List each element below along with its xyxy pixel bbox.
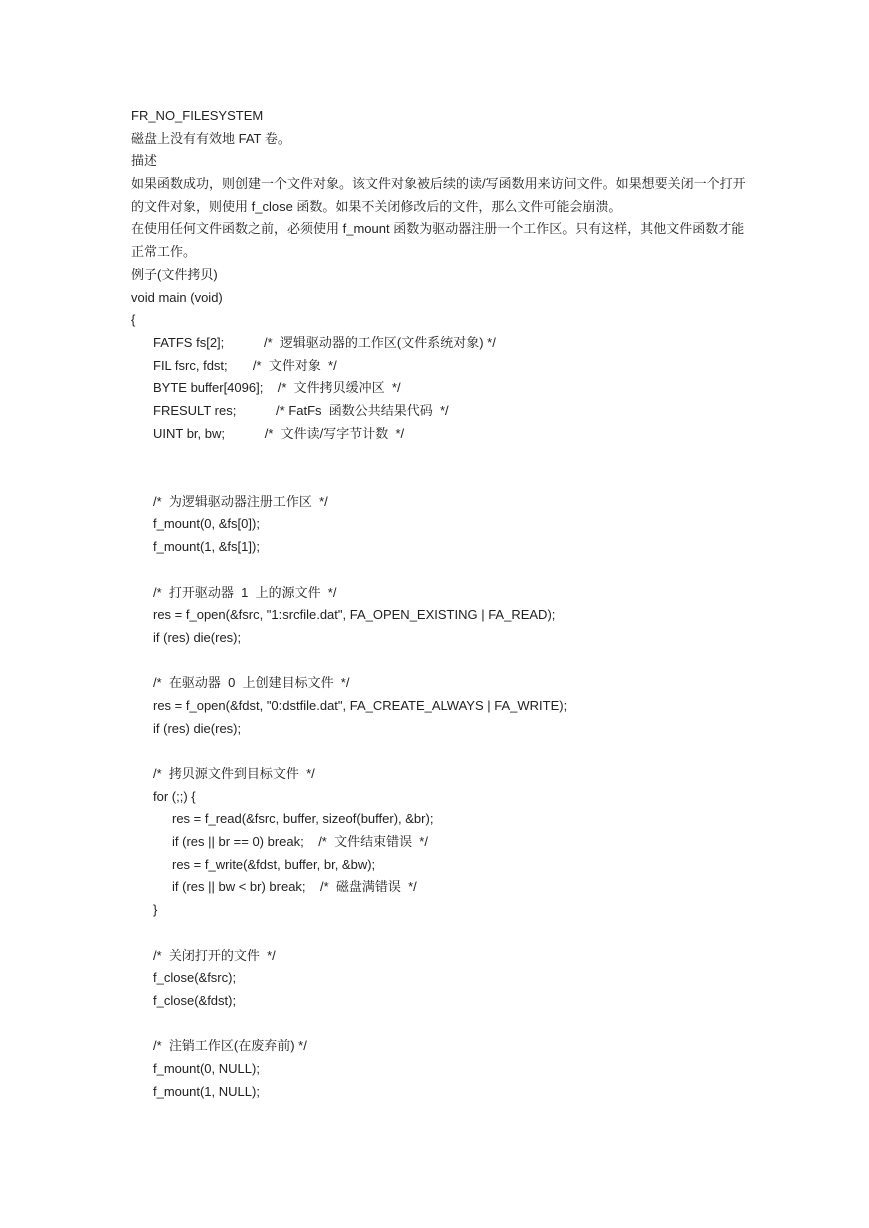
code-line: {	[131, 312, 136, 328]
code-line: if (res || br == 0) break; /* 文件结束错误 */	[172, 834, 428, 850]
code-line: res = f_open(&fdst, "0:dstfile.dat", FA_CREATE_ALWAYS | FA_WRITE);	[153, 697, 568, 713]
code-line: res = f_open(&fsrc, "1:srcfile.dat", FA_OPEN_EXISTING | FA_READ);	[153, 607, 556, 623]
document-page	[131, 105, 751, 1103]
code-block	[131, 287, 751, 1104]
description-paragraph-2: 在使用任何文件函数之前，必须使用 f_mount 函数为驱动器注册一个工作区。只有这样，其他文件函数才能正常工作。	[131, 221, 745, 260]
code-line: res = f_read(&fsrc, buffer, sizeof(buffer), &br);	[172, 811, 434, 827]
code-line: f_close(&fsrc);	[153, 970, 237, 986]
code-comment: /* 拷贝源文件到目标文件 */	[153, 766, 315, 782]
code-line: FIL fsrc, fdst; /* 文件对象 */	[153, 357, 337, 373]
code-line: void main (void)	[131, 289, 223, 305]
code-comment: /* 注销工作区(在废弃前) */	[153, 1038, 307, 1054]
code-line: f_mount(1, NULL);	[153, 1083, 260, 1099]
example-heading: 例子(文件拷贝)	[131, 266, 218, 282]
code-line: f_mount(0, &fs[0]);	[153, 516, 260, 532]
description-heading: 描述	[131, 153, 158, 169]
code-line: FATFS fs[2]; /* 逻辑驱动器的工作区(文件系统对象) */	[153, 334, 496, 350]
code-comment: /* 为逻辑驱动器注册工作区 */	[153, 493, 328, 509]
code-line: BYTE buffer[4096]; /* 文件拷贝缓冲区 */	[153, 380, 401, 396]
code-line: res = f_write(&fdst, buffer, br, &bw);	[172, 856, 376, 872]
code-line: }	[153, 902, 158, 918]
code-line: for (;;) {	[153, 788, 196, 804]
code-comment: /* 打开驱动器 1 上的源文件 */	[153, 584, 337, 600]
code-line: f_mount(1, &fs[1]);	[153, 539, 260, 555]
error-code: FR_NO_FILESYSTEM	[131, 108, 264, 123]
code-line: if (res || bw < br) break; /* 磁盘满错误 */	[172, 879, 417, 895]
code-comment: /* 在驱动器 0 上创建目标文件 */	[153, 675, 350, 691]
code-line: f_close(&fdst);	[153, 992, 237, 1008]
code-line: if (res) die(res);	[153, 629, 242, 645]
code-line: if (res) die(res);	[153, 720, 242, 736]
description-paragraph-1: 如果函数成功，则创建一个文件对象。该文件对象被后续的读/写函数用来访问文件。如果想要关闭一个打开的文件对象，则使用 f_close 函数。如果不关闭修改后的文件，那么文件可能会崩溃。	[131, 176, 746, 214]
code-line: UINT br, bw; /* 文件读/写字节计数 */	[153, 425, 405, 441]
code-line: f_mount(0, NULL);	[153, 1060, 260, 1076]
error-description: 磁盘上没有有效地 FAT 卷。	[131, 130, 291, 146]
code-line: FRESULT res; /* FatFs 函数公共结果代码 */	[153, 403, 449, 418]
code-comment: /* 关闭打开的文件 */	[153, 947, 276, 963]
